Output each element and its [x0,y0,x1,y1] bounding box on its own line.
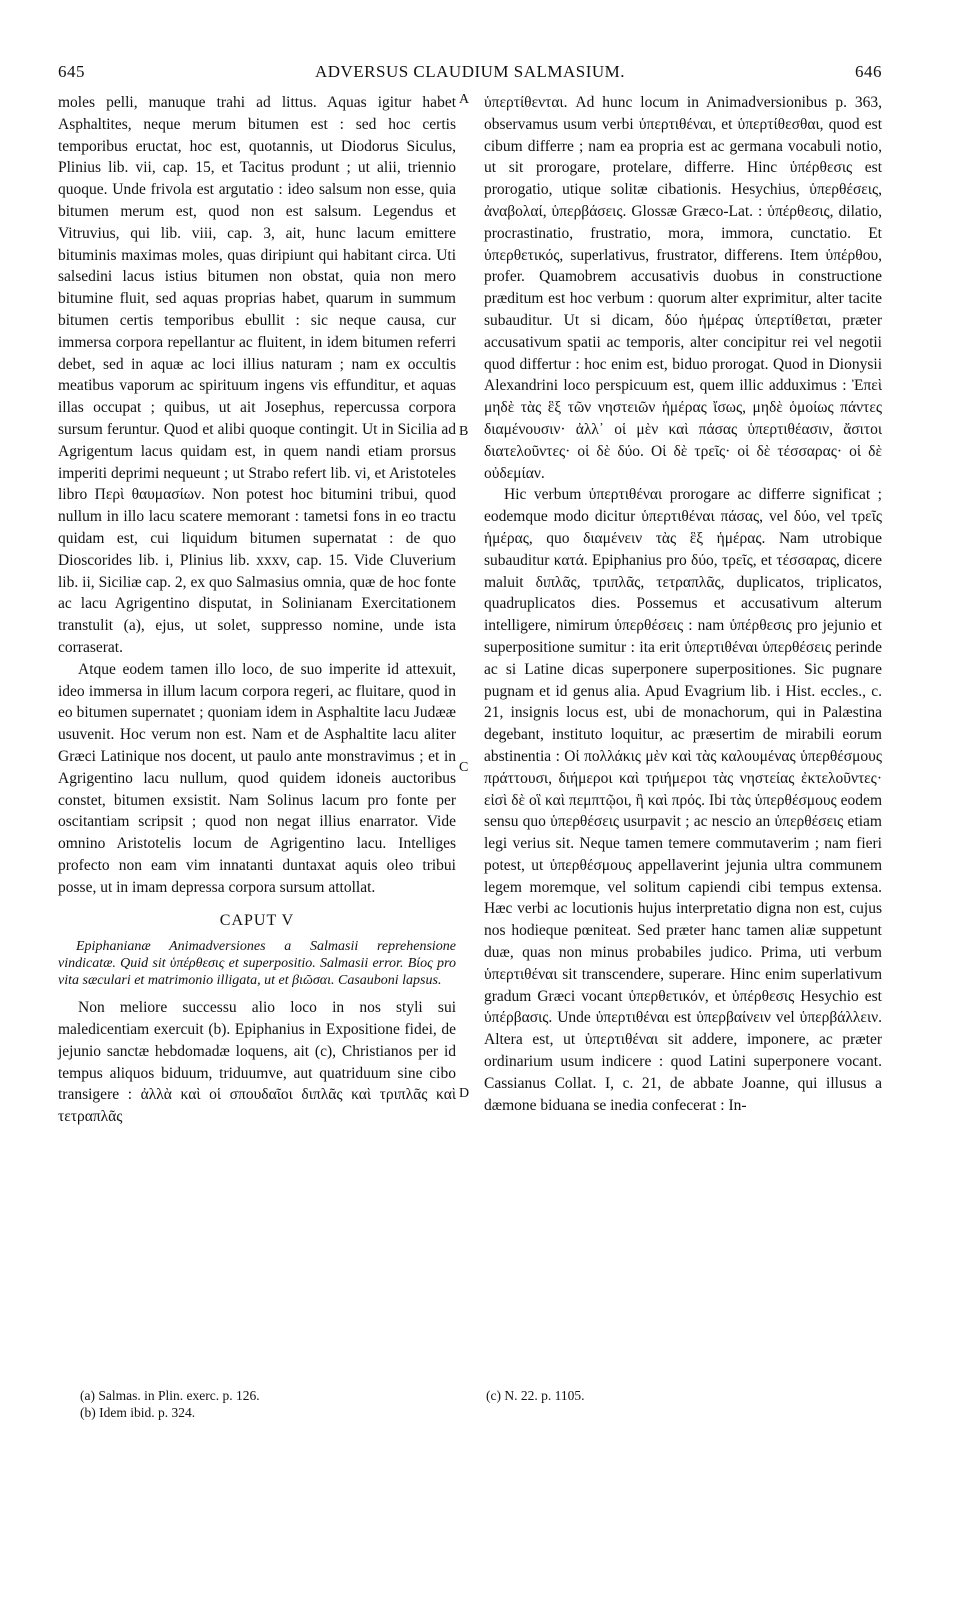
margin-letter-b: B [459,424,469,439]
footnotes-right [486,1387,584,1404]
footnote-c: (c) N. 22. p. 1105. [486,1388,585,1403]
footnote-a: (a) Salmas. in Plin. exerc. p. 126. [80,1388,260,1403]
footnotes-left [80,1387,260,1421]
chapter-summary-text: Epiphanianæ Animadversiones a Salmasii reprehensione vindicatæ. Quid sit ὑπέρθεσις et superpositio. Salmasii error. Βίος pro vita sæculari et matrimonio illigata, ut et βιῶσαι. Casauboni lapsus. [58,939,456,989]
chapter-summary [58,938,456,989]
footnote-b: (b) Idem ibid. p. 324. [80,1405,196,1420]
page-number-left: 645 [58,62,85,81]
left-paragraph-1: moles pelli, manuque trahi ad littus. Aquas igitur habet Asphaltites, neque merum bitumen est : sed hoc certis temporibus eructat, hoc est, quotannis, ut Diodorus Siculus, Plinius lib. vii, cap. 15, et Tacitus produnt ; ut alii, triennio quoque. Unde frivola est argutatio : ideo salsum non esse, quia bitumen merum est, quod non est salsum. Legendus et Vitruvius, qui lib. viii, cap. 3, ait, hunc lacum emittere bituminis maximas moles, quas diripiunt qui habitant circa. Uti salsedini lacus istius bitumen non obstat, quia non mero bitumine fluit, sed aquas proprias habet, quarum in summum bitumen certis temporibus ebullit : sic neque causa, cur immersa corpora repellantur ac fluitent, in idem bitumen referri debet, sed in aquæ ac loci illius naturam ; nam ex occultis meatibus vaporum ac spirituum ingens vis effunditur, et aquas illas occupat ; quibus, ut ait Josephus, repercussa corpora sursum feruntur. Quod et alibi quoque contingit. Ut in Sicilia ad Agrigentum lacus quidam est, in quem nandi etiam prorsus imperiti deprimi nequeunt ; ut Strabo refert lib. vi, et Aristoteles libro Περὶ θαυμασίων. Non potest hoc bitumini tribui, quod nullum in illo lacu scatere memorant : tametsi fons in eo tractu quidam est, cui liquidum bitumen supernatat : de quo Dioscorides lib. i, Plinius lib. xxxv, cap. 15. Vide Cluverium lib. ii, Siciliæ cap. 2, ex quo Salmasius omnia, quæ de hoc fonte ac lacu Agrigentino disputat, in Solinianam Exercitationem transtulit (a), ejus, ut solet, suppresso nomine, unde ista corraserat. [58,94,456,656]
running-header [58,62,882,86]
left-column [58,92,456,1128]
margin-letter-d: D [459,1086,470,1101]
running-title: ADVERSUS CLAUDIUM SALMASIUM. [314,62,626,81]
right-paragraph-1: ὑπερτίθενται. Ad hunc locum in Animadversionibus p. 363, observamus usum verbi ὑπερτιθέναι, et ὑπερτίθεσθαι, quod est cibum differre ; nam ea propria est ac germana vocabuli notio, ut sit prorogare, protelare, differre. Hinc ὑπέρθεσις est prorogatio, utique solitæ cibationis. Hesychius, ὑπερθέσεις, ἀναβολαί, ὑπερβάσεις. Glossæ Græco-Lat. : ὑπέρθεσις, dilatio, procrastinatio, frustratio, mora, immora, cunctatio. Et ὑπερθετικός, superlativus, frustrator, differens. Item ὑπέρθου, profer. Quamobrem accusativis duobus in constructione præditum est hoc verbum : quorum alter exprimitur, alter tacite subauditur. Ut si dicam, δύο ἡμέρας ὑπερτίθεται, præter accusativum spatii ac temporis, alter concipitur rei vel negotii quod differtur : hoc enim est, biduo prorogat. Quod in Dionysii Alexandrini loco perspicuum est, quem illic adduximus : Ἐπεὶ μηδὲ τὰς ἓξ τῶν νηστειῶν ἡμέρας ἴσως, μηδὲ ὁμοίως πάντες διαμένουσιν· ἀλλ᾽ οἱ μὲν καὶ πάσας ὑπερτιθέασιν, ἄσιτοι διατελοῦντες· οἱ δὲ δύο. Οἱ δὲ τρεῖς· οἱ δὲ τέσσαρας· οἱ δὲ οὐδεμίαν. [484,94,882,482]
chapter-title: CAPUT V [219,912,295,930]
margin-letter-c: C [459,760,469,775]
right-paragraph-2: Hic verbum ὑπερτιθέναι prorogare ac differre significat ; eodemque modo dicitur ὑπερτιθέναι πάσας, vel δύο, vel τρεῖς ἡμέρας, quo διαμένειν τὰς ἓξ ἡμέρας. Nam utrobique subauditur κατά. Epiphanius pro δύο, τρεῖς, et τέσσαρας, dicere maluit διπλᾶς, τριπλᾶς, τετραπλᾶς, duplicatos, triplicatos, quadruplicatos dies. Possemus et accusativum alterum intelligere, nimirum ὑπερθέσεις : nam ὑπέρθεσις pro jejunio et superpositione sumitur : ita erit ὑπερτιθέναι ὑπερθέσεις perinde ac si Latine dicas superponere superpositiones. Sic pugnare pugnam et id genus alia. Apud Evagrium lib. i Hist. eccles., c. 21, insignis locus est, ubi de monachorum, qui in Palæstina degebant, instituto loquitur, ac præsertim de mirabili eorum abstinentia : Οἱ πολλάκις μὲν καὶ τὰς καλουμένας ὑπερθέσμους πράττουσι, διήμεροι καὶ τριήμεροι τὰς νηστείας ἐκτελοῦντες· εἰσὶ δὲ οἳ καὶ πεμπτῷοι, ἢ καὶ πρός. Ibi τὰς ὑπερθέσμους eodem sensu quo ὑπερθέσεις usurpavit ; ac nescio an ὑπερθέσεις etiam legi verius sit. Neque tamen temere commutaverim ; nam fieri potest, ut ὑπερθέσμους appellaverint jejunia ultra communem legem moremque, vel solitum capiendi cibi tempus extensa. Hæc verbi ac locutionis hujus interpretatio digna non est, cujus nos hodieque pœniteat. Sed præter hanc tamen aliæ suppetunt duæ, quas non minus probabiles judico. Prima, uti verbum ὑπερτιθέναι sit transcendere, superare. Hinc enim superlativum gradum Græci vocant ὑπερθετικόν, et ὑπέρθεσις Hesychio est ὑπέρβασις. Unde ὑπερτιθέναι est ὑπερβαίνειν vel ὑπερβάλλειν. Altera est, ut ὑπερτιθέναι sit addere, imponere, ac præter ordinarium usum indicere : quod Latini superponere vocant. Cassianus Collat. I, c. 21, de abbate Joanne, qui illusus a dæmone biduana se inedia confecerat : In- [484,486,882,1114]
right-column [484,92,882,1116]
page-number-right: 646 [855,62,882,81]
left-paragraph-2: Atque eodem tamen illo loco, de suo imperite id attexuit, ideo immersa in illum lacum corpora regeri, ac fluitare, quod in eo bitumen supernatet ; quoniam idem in Asphaltite lacu Judææ usuvenit. Hoc verum non est. Nam et de Asphaltite lacu aliter Græci Latinique nos docent, ut paulo ante monstravimus ; et in Agrigentino lacu nullum, quod quidem idoneis auctoribus constet, bitumen exsistit. Nam Solinus lacum pro fonte per oscitantiam scripsit ; quod non negat illius enarrator. Vide omnino Aristotelis locum de Agrigentino lacu. Intelliges profecto non eam vim innatanti duntaxat aquis oleo tribui posse, ut in imam depressa corpora sursum attollat. [58,660,456,896]
left-paragraph-3: Non meliore successu alio loco in nos styli sui maledicentiam exercuit (b). Epiphanius in Expositione fidei, de jejunio sanctæ hebdomadæ loquens, ait (c), Christianos per id tempus aliquos biduum, triduumve, aut quatriduum sine cibo transigere : ἀλλὰ καὶ οἱ σπουδαῖοι διπλᾶς καὶ τριπλᾶς καὶ τετραπλᾶς [58,999,456,1126]
margin-letter-a: A [459,92,470,107]
